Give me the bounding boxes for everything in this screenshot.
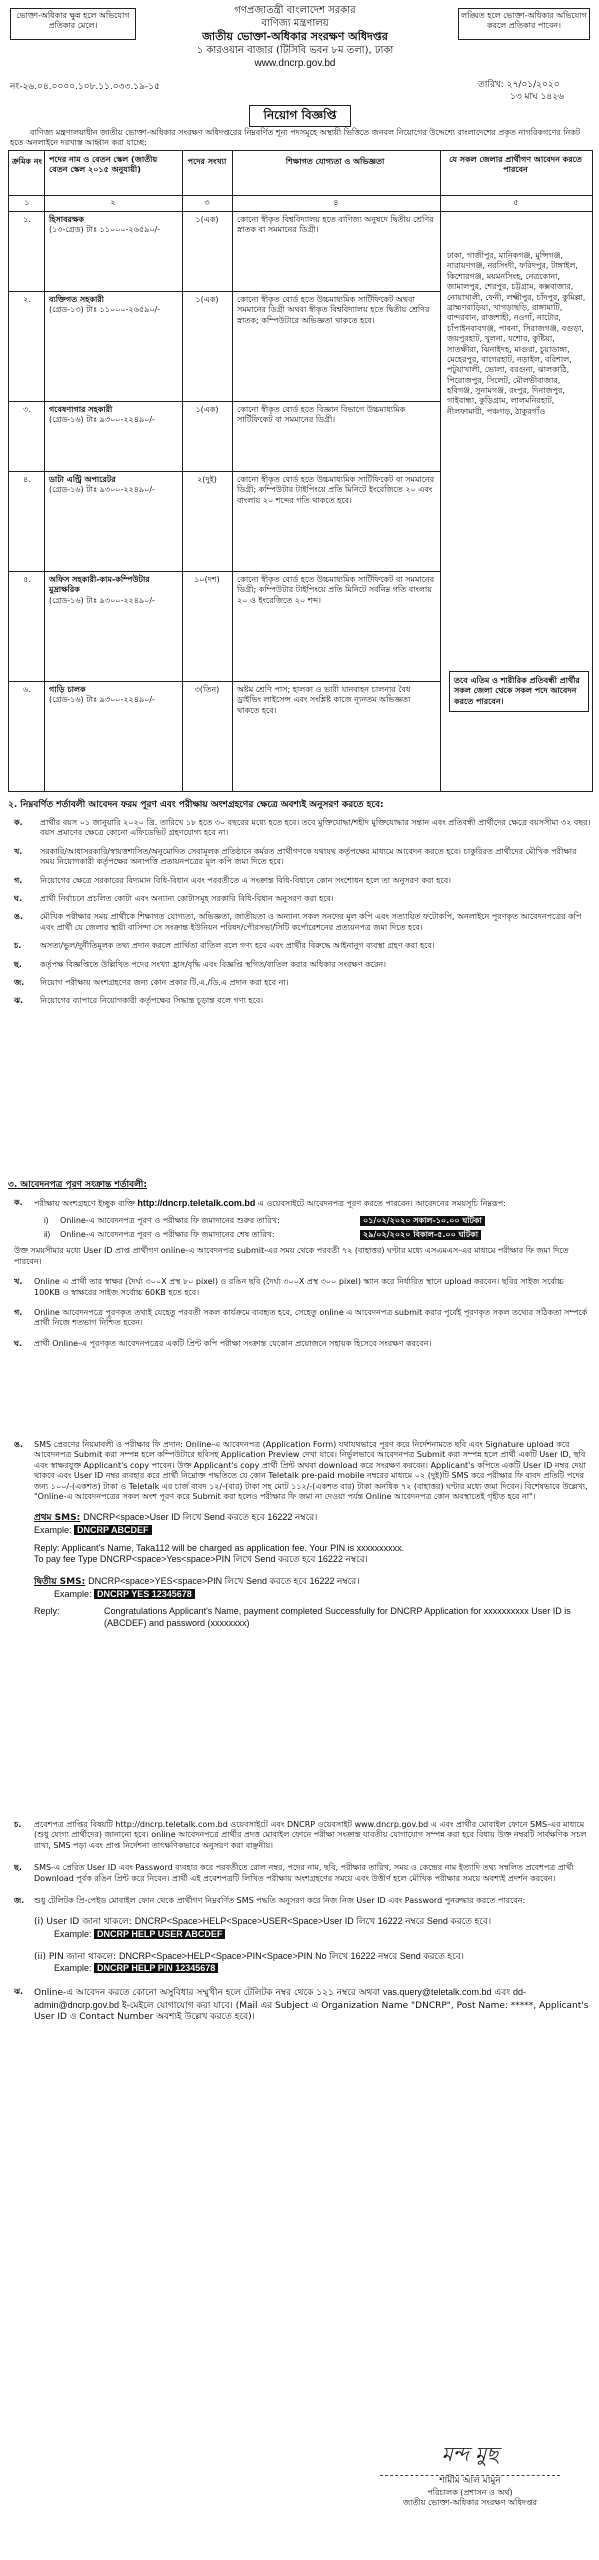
- first-sms-reply-instruction: To pay fee Type DNCRP<space>Yes<space>PIN লিখে Send করতে হবে 16222 নম্বরে।: [34, 1554, 368, 1565]
- row-qualification: কোনো স্বীকৃত বিশ্ববিদ্যালয় হতে বাণিজ্য অনুষদে দ্বিতীয় শ্রেণির স্নাতক বা সমমানের ডিগ্রী।: [237, 215, 434, 235]
- ministry-line: বাণিজ্য মন্ত্রণালয়: [261, 18, 329, 29]
- row-post-cell: [49, 685, 179, 706]
- item-text: নিয়োগ পরীক্ষায় অংশগ্রহণের জন্য কোন প্রকার টি.এ./ডি.এ প্রদান করা হবে না।: [40, 977, 289, 987]
- col-header-post: পদের নাম ও বেতন স্কেল (জাতীয় বেতন স্কেল ২০১৫ অনুযায়ী): [49, 155, 158, 175]
- item-text: নিয়োগের ক্ষেত্রে সরকারের বিদ্যমান বিধি-বিধান এবং পরবর্তীতে এ সংক্রান্ত বিধি-বিধানে কোন সংশোধন হলে তা অনুসরণ করা হবে।: [40, 875, 452, 885]
- item-text: Online আবেদনপত্রে পূরণকৃত তথ্যই যেহেতু পরবর্তী সকল কার্যক্রমে ব্যবহৃত হবে, সেহেতু online এ আবেদনপত্র submit করার পূর্বেই পূরণকৃত সকল তথ্যের সঠিকতা সম্পর্কে প্রার্থী নিজে শতভাগ নিশ্চিত হবেন।: [34, 1308, 588, 1328]
- list-item: [8, 894, 591, 904]
- row-sl: ২.: [23, 295, 31, 304]
- website-line: www.dncrp.gov.bd: [254, 58, 336, 70]
- row-sl: ৪.: [23, 475, 31, 484]
- first-sms-text: DNCRP<space>User ID লিখে Send করতে হবে 16222 নম্বরে।: [83, 1512, 318, 1523]
- row-post: হিসাবরক্ষক: [49, 215, 85, 224]
- item-text: সরকারি/আধাসরকারি/স্বায়ত্তশাসিত/অনুমোদিত সেবামূলক প্রতিষ্ঠানে কর্মরত প্রার্থীগণকে যথাযথ কর্তৃপক্ষের মাধ্যমে আবেদন করতে হবে। চাকুরিরত প্রার্থীদের মৌখিক পরীক্ষার সময় নিয়োগকারী কর্তৃপক্ষের অনাপত্তি প্রত্যয়নপত্রের মূল কপি জমা দিতে হবে।: [40, 846, 577, 867]
- second-sms-reply: Congratulations Applicant's Name, payment completed Successfully for DNCRP Application for xxxxxxxxxx User ID is (ABCDEF) and password (xxxxxxxx): [104, 1606, 571, 1629]
- row-post-cell: [49, 215, 179, 236]
- item-text: শুধু টেলিটক প্রি-পেইড মোবাইল ফোন থেকে প্রার্থীগণ নিম্নবর্ণিত SMS পদ্ধতি অনুসরণ করে নিজ নিজ User ID এবং Password পুনরুদ্ধার করতে পারবেন:: [34, 1895, 526, 1905]
- item-text: SMS-এ প্রেরিত User ID এবং Password ব্যবহার করে পরবর্তীতে রোল নম্বর, পদের নাম, ছবি, পরীক্ষার তারিখ, সময় ও কেন্দ্রের নাম ইত্যাদি তথ্য সম্বলিত প্রবেশপত্র প্রার্থী Download পূর্বক রঙিন প্রিন্ট করে নিবেন। প্রার্থী এই প্রবেশপত্রটি লিখিত পরীক্ষায় অংশগ্রহণের সময়ে এবং উত্তীর্ণ হলে মৌখিক পরীক্ষার সময়ে অবশ্যই প্রদর্শন করবেন।: [34, 1863, 574, 1883]
- date-block: [478, 80, 588, 103]
- item-text: মৌখিক পরীক্ষার সময় প্রার্থীকে শিক্ষাগত যোগ্যতা, অভিজ্ঞতা, জাতীয়তা ও অন্যান্য সকল সনদের মূল কপি এবং সত্যায়িত ফটোকপি, অনলাইনে পূরণকৃত আবেদনপত্রের কপি এবং প্রার্থী যে জেলার স্থায়ী বাসিন্দা সে সংক্রান্ত ইউনিয়ন পরিষদ/পৌরসভা/সিটি কর্পোরেশনের প্রত্যয়নপত্র জমা দিতে হবে।: [40, 912, 582, 932]
- sms-intro: SMS প্রেরণের নিয়মাবলী ও পরীক্ষার ফি প্রদান: Online-এ আবেদনপত্র (Application Form) যথাযথভাবে পূরণ করে নির্দেশনামতে ছবি এবং Signature upload করে আবেদনপত্র Submit করা সম্পন্ন হলে কম্পিউটারে ছবিসহ Application Preview দেখা যাবে। নির্ভুলভাবে আবেদনপত্র Submit করা সম্পন্ন হলে প্রার্থী একটি User ID, ছবি এবং স্বাক্ষরযুক্ত Applicant's copy পাবেন। উক্ত Applicant's copy প্রার্থী প্রিন্ট অথবা download করে সংরক্ষণ করবেন। Applicant's কপিতে একটি User ID নম্বর দেয়া থাকবে এবং User ID নম্বর ব্যবহার করে প্রার্থী নিম্নোক্ত পদ্ধতিতে যে কোন Teletalk pre-paid mobile নম্বরের মাধ্যমে ০২ (দুই)টি SMS করে পরীক্ষার ফি বাবদ প্রতিটি পদের জন্য ১০০/-(একশত) টাকা ও Teletalk এর চার্জ বাবদ ১২/-(বার) টাকা সহ মোট ১১২/-(একশত বার) টাকা অনধিক ৭২ (বাহাত্তর) ঘণ্টার মধ্যে জমা দিবেন। বিশেষভাবে উল্লেখ্য, "Online-এ আবেদনপত্রের সকল অংশ পূরণ করে Submit করা হলেও পরীক্ষার ফি জমা না দেওয়া পর্যন্ত Online আবেদনপত্র কোন অবস্থাতেই গৃহীত হবে না"।: [34, 1440, 588, 1501]
- item-key: ঝ.: [14, 1987, 24, 1997]
- list-item: [14, 1198, 591, 1210]
- notice-title: নিয়োগ বিজ্ঞপ্তি: [249, 105, 352, 127]
- list-item: [14, 1308, 591, 1329]
- schedule-start-label: Online-এ আবেদনপত্র পূরণ ও পরীক্ষার ফি জমাদানের শুরুর তারিখ:: [60, 1215, 280, 1225]
- row-sl: ১.: [23, 215, 31, 224]
- row-qualification: কোনো স্বীকৃত বোর্ড হতে উচ্চমাধ্যমিক সার্টিফিকেট বা সমমানের ডিগ্রী; কম্পিউটার টাইপিংয়ে প্রতি মিনিটে ইংরেজিতে ২০ এবং বাংলায় ২০ শব্দের গতি থাকতে হবে।: [237, 475, 435, 505]
- col-num-5: ৫: [513, 198, 519, 207]
- list-item: [8, 847, 591, 868]
- row-scale: (গ্রেড-১৩) টাঃ ১১০০০-২৬৫৯০/-: [49, 305, 161, 315]
- directorate-line: জাতীয় ভোক্তা-অধিকার সংরক্ষণ অধিদপ্তর: [202, 30, 388, 43]
- table-row: [9, 571, 440, 681]
- list-item: [8, 876, 591, 886]
- district-note: তবে এতিম ও শারীরিক প্রতিবন্ধী প্রার্থীর সকল জেলা থেকে সকল পদে আবেদন করতে পারবেন।: [449, 671, 589, 712]
- second-sms-block: [34, 1576, 591, 1630]
- item-text: [34, 1198, 506, 1210]
- recover-pin-prefix: (ii) PIN জানা থাকলে:: [34, 1951, 117, 1962]
- row-scale: (গ্রেড-১৬) টাঃ ৯৩০০-২২৪৯০/-: [49, 595, 155, 605]
- apply-section: [14, 1198, 591, 1349]
- slogan-left-text: ভোক্তা-অধিকার ক্ষুন্ন হলে অভিযোগ প্রতিকার মেলে।: [16, 11, 130, 31]
- support-email-teletalk[interactable]: vas.query@teletalk.com.bd: [382, 1987, 492, 1998]
- item-key: ঙ.: [14, 912, 23, 922]
- list-item: [8, 941, 591, 951]
- example-label: Example:: [34, 1525, 72, 1536]
- row-scale: (গ্রেড-১৬) টাঃ ৯৩০০-২২৪৯০/-: [49, 415, 155, 425]
- item-key: জ.: [14, 1895, 25, 1905]
- row-post: অফিস সহকারী-কাম-কম্পিউটার মুদ্রাক্ষরিক: [49, 575, 150, 595]
- item-key: চ.: [14, 1820, 22, 1829]
- list-item: [8, 960, 591, 970]
- row-scale: (গ্রেড-১৬) টাঃ ৯৩০০-২২৪৯০/-: [49, 485, 155, 495]
- list-item: [8, 978, 591, 988]
- table-row: [9, 211, 440, 291]
- row-post-cell: [49, 295, 179, 316]
- row-qualification: কোনো স্বীকৃত বোর্ড হতে বিজ্ঞান বিভাগে উচ্চমাধ্যমিক সার্টিফিকেট বা সমমানের ডিগ্রী।: [237, 405, 406, 425]
- item-key: গ.: [14, 1308, 23, 1318]
- date-bangla: ১৩ মাঘ ১৪২৬: [510, 91, 564, 102]
- apply-k-suffix: এ ওয়েবসাইটে আবেদনপত্র পূরণ করতে পারবেন। আবেদনের সময়সূচি নিম্নরূপ:: [257, 1199, 506, 1208]
- schedule-end-value: ২৯/০২/২০২০ বিকাল-৫.০০ ঘটিকা: [360, 1230, 481, 1240]
- row-post-cell: [49, 475, 179, 496]
- item-text: কর্তৃপক্ষ বিজ্ঞপ্তিতে উল্লিখিত পদের সংখ্যা হ্রাস/বৃদ্ধি এবং বিজ্ঞপ্তি স্থগিত/বাতিল করার অধিকার সংরক্ষণ করেন।: [40, 959, 386, 969]
- list-item: [14, 1863, 591, 1884]
- row-post-cell: [49, 575, 179, 606]
- row-post: গাড়ি চালক: [49, 685, 86, 694]
- government-line: গণপ্রজাতন্ত্রী বাংলাদেশ সরকার: [234, 5, 356, 16]
- row-count: ১(এক): [195, 295, 219, 304]
- vacancy-table: [8, 150, 593, 792]
- list-item: [8, 996, 591, 1006]
- item-key: ক.: [14, 1198, 23, 1207]
- item-key: ক.: [14, 818, 23, 827]
- after-sms-section: [14, 1820, 591, 2024]
- intro-paragraph: বাণিজ্য মন্ত্রণালয়াধীন জাতীয় ভোক্তা-অধিকার সংরক্ষণ অধিদপ্তরের নিম্নবর্ণিত শূন্য পদসমূহে অস্থায়ী ভিত্তিতে জনবল নিয়োগের উদ্দেশ্যে বাংলাদেশের প্রকৃত নাগরিকগণের নিকট হতে অনলাইনে দরখাস্ত আহ্বান করা যাচ্ছে:: [10, 128, 581, 148]
- support-conjunction: এবং: [494, 1988, 511, 1999]
- col-header-sl: ক্রমিক নং: [11, 157, 43, 166]
- row-sl: ৩.: [23, 405, 31, 414]
- first-sms-label: প্রথম SMS:: [34, 1513, 81, 1524]
- first-sms-example: DNCRP ABCDEF: [74, 1525, 152, 1535]
- col-num-2: ২: [110, 198, 116, 207]
- item-key: ছ.: [14, 1863, 22, 1873]
- row-post: ডাটা এন্ট্রি অপারেটর: [49, 475, 116, 484]
- recover-user-id-example: DNCRP HELP USER ABCDEF: [94, 1929, 225, 1939]
- signature-block: [360, 2440, 580, 2508]
- row-qualification: অষ্টম শ্রেণি পাস; হালকা ও ভারী যানবাহন চালনার বৈধ ড্রাইভিং লাইসেন্স এবং সংশ্লিষ্ট কাজে ন্যূনতম অভিজ্ঞতা থাকতে হবে।: [237, 685, 411, 715]
- example-label: Example:: [54, 1963, 92, 1974]
- schedule-start: [44, 1216, 591, 1226]
- list-item: [14, 1339, 591, 1349]
- table-row: [9, 401, 440, 471]
- reply-label: Reply:: [34, 1606, 60, 1617]
- letterhead: [140, 4, 450, 70]
- item-key: চ.: [14, 941, 22, 951]
- col-num-3: ৩: [204, 198, 210, 207]
- schedule-note: উক্ত সময়সীমার মধ্যে User ID প্রাপ্ত প্রার্থীগণ online-এ আবেদনপত্র submit-এর সময় থেকে পরবর্তী ৭২ (বাহাত্তর) ঘণ্টার মধ্যে এসএমএস-এর মাধ্যমে পরীক্ষার ফি জমা দিতে পারবেন।: [14, 1246, 569, 1266]
- signatory-name: শামীম আল মামুন: [439, 2476, 501, 2486]
- signature-mark: মন্দ মুছ: [441, 2442, 499, 2466]
- example-label: Example:: [54, 1929, 92, 1940]
- schedule-end: [44, 1230, 591, 1240]
- recover-pin-example: DNCRP HELP PIN 12345678: [94, 1963, 218, 1973]
- slogan-box-left: [10, 8, 136, 40]
- apply-k-prefix: পরীক্ষায় অংশগ্রহণে ইচ্ছুক ব্যক্তি: [34, 1199, 135, 1208]
- item-key: গ.: [14, 875, 23, 885]
- recover-user-id-prefix: (i) User ID জানা থাকলে:: [34, 1917, 132, 1928]
- list-item: [14, 1896, 591, 1906]
- table-row: [9, 471, 440, 571]
- recover-user-id-text: DNCRP<Space>HELP<Space>USER<Space>User ID লিখে 16222 নম্বরে Send করতে হবে।: [134, 1916, 492, 1927]
- row-post: ব্যক্তিগত সহকারী: [49, 295, 104, 304]
- item-key: i): [44, 1215, 49, 1225]
- signatory-title: পরিচালক (প্রশাসন ও অর্থ): [427, 2487, 513, 2497]
- recover-pin: [34, 1951, 591, 1975]
- conditions-title: ২. নিম্নবর্ণিত শর্তাবলী আবেদন ফরম পূরণ এবং পরীক্ষায় অংশগ্রহণের ক্ষেত্রে অবশ্যই অনুসরণ করতে হবে:: [8, 800, 384, 810]
- district-list: ঢাকা, গাজীপুর, মানিকগঞ্জ, মুন্সিগঞ্জ, নারায়ণগঞ্জ, নরসিংদী, ফরিদপুর, টাঙ্গাইল, কিশোরগঞ্জ, ময়মনসিংহ, নেত্রকোনা, জামালপুর, শেরপুর, চট্টগ্রাম, কক্সবাজার, নোয়াখালী, ফেনী, লক্ষ্মীপুর, চাঁদপুর, কুমিল্লা, ব্রাহ্মণবাড়িয়া, খাগড়াছড়ি, রাঙ্গামাটি, বান্দরবান, রাজশাহী, নওগাঁ, নাটোর, চাঁপাইনবাবগঞ্জ, পাবনা, সিরাজগঞ্জ, বগুড়া, জয়পুরহাট, খুলনা, যশোর, কুষ্টিয়া, সাতক্ষীরা, ঝিনাইদহ, মাগুরা, চুয়াডাঙ্গা, মেহেরপুর, বাগেরহাট, নড়াইল, বরিশাল, পটুয়াখালী, ভোলা, বরগুনা, ঝালকাঠি, পিরোজপুর, সিলেট, মৌলভীবাজার, হবিগঞ্জ, সুনামগঞ্জ, রংপুর, দিনাজপুর, গাইবান্ধা, কুড়িগ্রাম, লালমনিরহাট, নীলফামারী, পঞ্চগড়, ঠাকুরগাঁও: [447, 251, 586, 416]
- first-sms-reply: Applicant's Name, Taka112 will be charged as application fee. Your PIN is xxxxxxxxxx.: [61, 1542, 405, 1553]
- table-row: [9, 291, 440, 401]
- item-text: প্রার্থী নির্বাচনে প্রচলিত কোটা এবং অন্যান্য কোটাসমূহ সরকারি বিধি-বিধান অনুসরণ করা হবে।: [40, 893, 334, 903]
- col-header-district: যে সকল জেলার প্রার্থীগণ আবেদন করতে পারবেন: [449, 155, 582, 175]
- support-email-dncrp[interactable]: dd-admin@dncrp.gov.bd: [34, 1987, 527, 2010]
- item-text: প্রার্থীর বয়স ০১ জানুয়ারি ২০২০ খ্রি. তারিখে ১৮ হতে ৩০ বছরের মধ্যে হতে হবে। তবে মুক্তিযোদ্ধা/শহীদ মুক্তিযোদ্ধার সন্তান এবং প্রতিবন্ধী প্রার্থীদের ক্ষেত্রে বয়সসীমা ৩২ বছর। বয়স প্রমাণের ক্ষেত্রে কোনো এফিডেভিট গ্রহণযোগ্য হবে না।: [40, 818, 591, 838]
- reply-label: Reply:: [34, 1542, 60, 1553]
- date-gregorian: ২৭/০১/২০২০: [506, 80, 560, 90]
- sms-section: [14, 1440, 591, 1630]
- support-prefix: Online-এ আবেদন করতে কোনো অসুবিধার সম্মুখীন হলে টেলিটক নম্বর থেকে ১২১ নম্বরে অথবা: [34, 1988, 380, 1999]
- col-header-qual: শিক্ষাগত যোগ্যতা ও অভিজ্ঞতা: [285, 157, 385, 166]
- address-line: ১ কারওয়ান বাজার (টিসিবি ভবন ৮ম তলা), ঢাকা: [196, 45, 394, 57]
- item-key: খ.: [14, 1277, 23, 1287]
- item-key: ii): [44, 1230, 51, 1240]
- item-text: প্রবেশপত্র প্রাপ্তির বিষয়টি http://dncrp.teletalk.com.bd ওয়েবসাইটে এবং DNCRP ওয়েবসাইট www.dncrp.gov.bd এ এবং প্রার্থীর মোবাইল ফোনে SMS-এর মাধ্যমে (শুধু যোগ্য প্রার্থীদের) জানানো হবে। online আবেদনপত্রে প্রার্থীর প্রদত্ত মোবাইল ফোনে পরীক্ষা সংক্রান্ত যাবতীয় যোগাযোগ সম্পন্ন করা হবে বিধায় উক্ত নম্বরটি সার্বক্ষণিক সচল রাখা, SMS পড়া এবং প্রাপ্ত নির্দেশনা তাৎক্ষণিকভাবে অনুসরণ করা বাঞ্ছনীয়।: [34, 1820, 587, 1850]
- row-count: ১(এক): [195, 215, 219, 224]
- row-scale: (১৩-গ্রেড) টাঃ ১১০০০-২৬৫৯০/-: [49, 225, 161, 235]
- row-count: ৩(তিন): [194, 685, 220, 694]
- list-item: [14, 1987, 591, 2024]
- item-text: Online এ প্রার্থী তার স্বাক্ষর (দৈর্ঘ্য ৩০০X প্রস্থ ৮০ pixel) ও রঙিন ছবি (দৈর্ঘ্য ৩০০X প্রস্থ ৩০০ pixel) স্ক্যান করে নির্ধারিত স্থানে upload করবেন। ছবির সাইজ সর্বোচ্চ 100KB ও স্বাক্ষরের সাইজ সর্বোচ্চ 60KB হতে হবে।: [34, 1277, 564, 1297]
- date-label: তারিখ:: [478, 80, 504, 90]
- list-item: [14, 1440, 591, 1502]
- teletalk-link[interactable]: http://dncrp.teletalk.com.bd: [137, 1198, 256, 1208]
- row-count: ২(দুই): [197, 475, 217, 484]
- col-num-4: ৪: [333, 198, 339, 207]
- second-sms-text: DNCRP<space>YES<space>PIN লিখে Send করতে হবে 16222 নম্বরে।: [88, 1576, 360, 1587]
- title-wrap: [200, 104, 400, 127]
- support-suffix: ই-মেইলে যোগাযোগ করা যাবে। (Mail এর Subject এ Organization Name "DNCRP", Post Name: *****, Applicant's User ID ও Contact Number অবশ্যই উল্লেখ করতে হবে)।: [34, 2000, 589, 2023]
- slogan-box-right: [458, 8, 590, 40]
- second-sms-example: DNCRP YES 12345678: [94, 1589, 195, 1599]
- col-header-count: পদের সংখ্যা: [187, 157, 227, 166]
- example-label: Example:: [54, 1588, 92, 1599]
- recover-pin-text: DNCRP<Space>HELP<Space>PIN<Space>PIN No লিখে 16222 নম্বরে Send করতে হবে।: [119, 1950, 464, 1961]
- row-qualification: কোনো স্বীকৃত বোর্ড হতে উচ্চমাধ্যমিক সার্টিফিকেট বা সমমানের ডিগ্রী; কম্পিউটার টাইপিংয়ে প্রতি মিনিটে সর্বনিম্ন গতি বাংলায় ২০ ও ইংরেজিতে ২০ শব্দ।: [237, 575, 435, 605]
- col-num-1: ১: [24, 198, 30, 207]
- item-text: [34, 1987, 591, 2024]
- item-key: জ.: [14, 977, 25, 987]
- list-item: [14, 1277, 591, 1298]
- schedule-start-value: ০১/০২/২০২০ সকাল-১০.০০ ঘটিকা: [360, 1216, 485, 1226]
- slogan-right-text: লঙ্ঘিত হলে ভোক্তা-অধিকার অভিযোগ করলে প্রতিকার পাবেন।: [461, 11, 587, 31]
- list-item: [8, 818, 591, 839]
- row-count: ১০(দশ): [194, 575, 220, 584]
- item-key: ঘ.: [14, 893, 22, 903]
- schedule-end-label: Online-এ আবেদনপত্র পূরণ ও পরীক্ষার ফি জমাদানের শেষ তারিখ:: [60, 1230, 275, 1240]
- row-qualification: কোনো স্বীকৃত বোর্ড হতে উচ্চমাধ্যমিক সার্টিফিকেট অথবা সমমানের ডিগ্রী অথবা স্বীকৃত বিশ্ববিদ্যালয় হতে দ্বিতীয় শ্রেণির স্নাতক; কম্পিউটারে অভিজ্ঞতা থাকতে হবে।: [237, 295, 430, 325]
- item-text: নিয়োগের ব্যাপারে নিয়োগকারী কর্তৃপক্ষের সিদ্ধান্ত চূড়ান্ত বলে গণ্য হবে।: [40, 996, 264, 1006]
- first-sms-block: [34, 1512, 591, 1566]
- row-post: গবেষণাগার সহকারী: [49, 405, 113, 414]
- item-key: খ.: [14, 846, 23, 856]
- item-key: ঙ.: [14, 1440, 23, 1449]
- row-count: ১(এক): [195, 405, 219, 414]
- memo-number: নং-২৬.০৪.০০০০.১০৮.১১.০৩৩.১৯-১৫: [10, 82, 160, 92]
- item-key: ঘ.: [14, 1338, 22, 1348]
- recover-user-id: [34, 1916, 591, 1940]
- apply-title: ৩. আবেদনপত্র পূরণ সংক্রান্ত শর্তাবলী:: [8, 1180, 147, 1190]
- table-row: [9, 681, 440, 791]
- item-text: অসত্য/ভুল/দুর্নীতিমূলক তথ্য প্রদান করলে প্রার্থিতা বাতিল বলে গণ্য হবে এবং প্রার্থীর বিরুদ্ধে আইনানুগ ব্যবস্থা গ্রহণ করা হবে।: [40, 941, 435, 951]
- item-key: ছ.: [14, 959, 22, 969]
- list-item: [8, 912, 591, 933]
- row-sl: ৬.: [23, 685, 31, 694]
- row-post-cell: [49, 405, 179, 426]
- row-scale: (গ্রেড-১৬) টাঃ ৯৩০০-২২৪৯০/-: [49, 695, 155, 705]
- item-key: ঝ.: [14, 996, 24, 1006]
- row-sl: ৫.: [23, 575, 31, 584]
- second-sms-label: দ্বিতীয় SMS:: [34, 1577, 86, 1588]
- list-item: [14, 1820, 591, 1851]
- item-text: প্রার্থী Online-এ পূরণকৃত আবেদনপত্রের একটি প্রিন্ট কপি পরীক্ষা সংক্রান্ত যেকোন প্রয়োজনে সহায়ক হিসেবে সংরক্ষণ করবেন।: [34, 1338, 432, 1348]
- conditions-list: [8, 818, 591, 1015]
- signatory-office: জাতীয় ভোক্তা-অধিকার সংরক্ষণ অধিদপ্তর: [403, 2498, 537, 2508]
